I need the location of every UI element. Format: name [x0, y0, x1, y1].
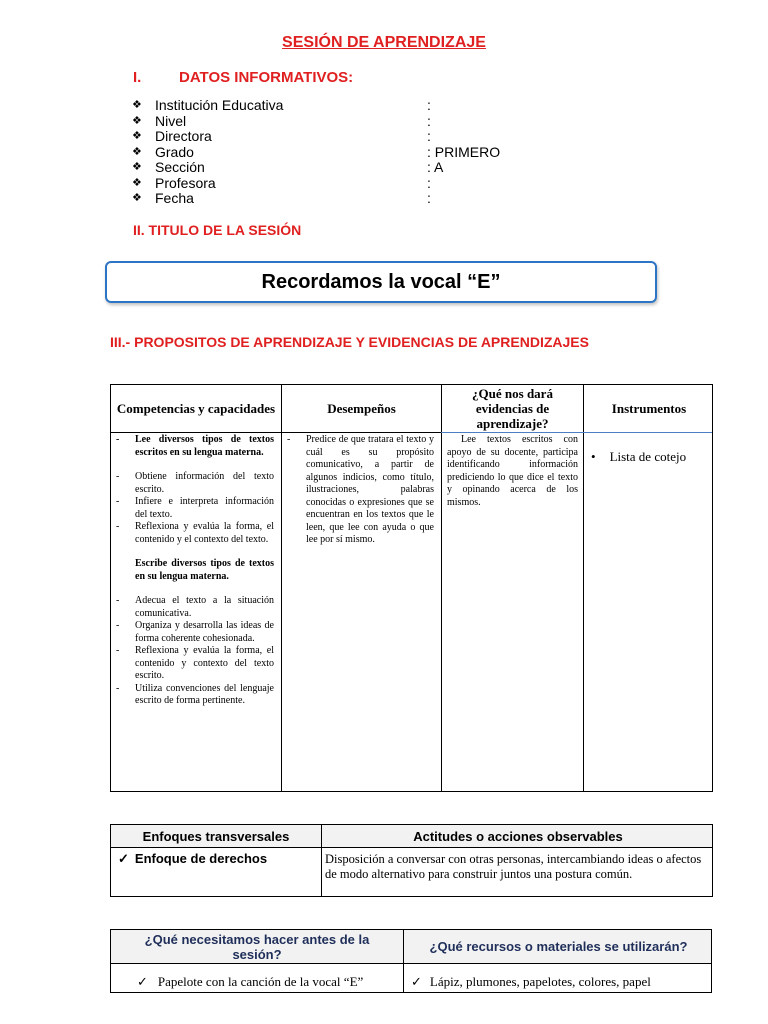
header-instrumentos: Instrumentos	[611, 401, 687, 416]
info-label: Sección	[155, 159, 205, 175]
info-value: :	[427, 128, 431, 144]
info-label: Profesora	[155, 174, 216, 191]
header-actitudes: Actitudes o acciones observables	[413, 828, 623, 844]
recursos-item	[411, 974, 651, 990]
capacidad-item	[113, 645, 274, 683]
session-title-box	[105, 261, 657, 303]
propositos-table	[110, 384, 713, 792]
header-divider-accent	[441, 432, 712, 433]
dash-bullet: -	[116, 645, 120, 656]
document-title: SESIÓN DE APRENDIZAJE	[282, 34, 486, 51]
capacidad-item	[113, 496, 274, 521]
header-divider	[111, 432, 712, 433]
dash-bullet: -	[116, 471, 120, 482]
column-divider	[281, 385, 282, 791]
capacidad-text: Adecua el texto a la situación comunicativa.	[135, 595, 274, 619]
capacidad-text: Infiere e interpreta información del texto.	[135, 496, 274, 520]
diamond-bullet-icon: ❖	[132, 130, 142, 142]
header-antes: ¿Qué necesitamos hacer antes de la sesión?	[144, 931, 370, 962]
info-value: : PRIMERO	[427, 143, 501, 160]
antes-item	[137, 974, 363, 990]
capacidad-item	[113, 471, 274, 496]
dash-bullet: -	[116, 595, 120, 606]
dash-bullet: -	[116, 682, 120, 694]
capacidad-text: Obtiene información del texto escrito.	[135, 471, 274, 495]
instrumento-text: Lista de cotejo	[609, 449, 687, 464]
enfoques-table	[110, 824, 713, 897]
enfoque-name	[118, 851, 267, 867]
column-divider	[441, 385, 442, 791]
competencias-cell	[113, 434, 274, 708]
capacidad-item	[113, 521, 274, 546]
section-number: I.	[133, 69, 142, 86]
spacer	[113, 583, 274, 595]
diamond-bullet-icon: ❖	[132, 161, 142, 173]
header-evidencias: ¿Qué nos dará evidencias de aprendizaje?	[472, 386, 553, 431]
competencia-escribe: Escribe diversos tipos de textos en su lengua materna.	[135, 558, 274, 582]
info-value: :	[427, 174, 431, 191]
dash-bullet: -	[116, 521, 120, 532]
info-label: Grado	[155, 143, 194, 160]
diamond-bullet-icon: ❖	[132, 176, 142, 189]
diamond-bullet-icon: ❖	[132, 192, 142, 204]
check-icon: ✓	[411, 974, 422, 989]
capacidad-item	[113, 595, 274, 620]
evidencias-cell: Lee textos escritos con apoyo de su docente, participa identificando información prediciendo lo que dice el texto y opinando acerca de los mismos.	[447, 434, 578, 508]
section-label: DATOS INFORMATIVOS:	[179, 69, 354, 86]
spacer	[113, 459, 274, 471]
header-enfoques: Enfoques transversales	[142, 828, 290, 844]
info-label: Nivel	[155, 112, 187, 129]
capacidad-text: Utiliza convenciones del lenguaje escrito de forma pertinente.	[135, 682, 274, 706]
bullet-icon: •	[591, 449, 596, 464]
info-label: Institución Educativa	[155, 97, 284, 113]
spacer	[113, 546, 274, 558]
recursos-text: Lápiz, plumones, papelotes, colores, papel	[429, 974, 651, 989]
section-heading-datos	[133, 69, 353, 86]
info-value: : A	[427, 159, 444, 175]
desempeno-text: Predice de que tratara el texto y cuál es su propósito comunicativo, a partir de algunos indicios, como título, ilustraciones, palabras conocidas o expresiones que se encuentran en los textos que le leen, que lee con ayuda o que lee por sí mismo.	[306, 434, 434, 545]
session-title: Recordamos la vocal “E”	[261, 270, 501, 293]
competencia-lee	[113, 434, 274, 459]
column-divider	[583, 385, 584, 791]
capacidad-item	[113, 620, 274, 645]
diamond-bullet-icon: ❖	[132, 99, 142, 111]
competencia-title: Lee diversos tipos de textos escritos en su lengua materna.	[135, 434, 274, 458]
enfoque-name-text: Enfoque de derechos	[134, 851, 268, 866]
desempenos-cell	[284, 434, 434, 547]
header-recursos: ¿Qué recursos o materiales se utilizarán?	[429, 939, 688, 954]
section-heading-propositos: III.- PROPOSITOS DE APRENDIZAJE Y EVIDENCIAS DE APRENDIZAJES	[110, 334, 589, 350]
preparacion-table	[110, 929, 712, 993]
section-heading-titulo: II. TITULO DE LA SESIÓN	[133, 222, 302, 238]
desempeno-item	[284, 434, 434, 547]
dash-bullet: -	[116, 434, 120, 445]
antes-text: Papelote con la canción de la vocal “E”	[157, 974, 364, 989]
check-icon: ✓	[118, 851, 129, 866]
dash-bullet: -	[116, 496, 120, 507]
header-competencias: Competencias y capacidades	[116, 401, 276, 416]
check-icon: ✓	[137, 974, 148, 989]
header-desempenos: Desempeños	[327, 401, 396, 416]
dash-bullet: -	[287, 434, 291, 445]
info-value: :	[427, 190, 431, 206]
capacidad-text: Organiza y desarrolla las ideas de forma coherente cohesionada.	[135, 620, 274, 644]
instrumentos-cell	[591, 449, 686, 465]
info-label: Fecha	[155, 190, 194, 206]
info-label: Directora	[155, 128, 212, 144]
diamond-bullet-icon: ❖	[132, 114, 142, 127]
info-value: :	[427, 112, 431, 129]
diamond-bullet-icon: ❖	[132, 145, 142, 158]
enfoque-description: Disposición a conversar con otras personas, intercambiando ideas o afectos de modo alternativo para construir juntos una postura común.	[325, 852, 702, 881]
capacidad-item	[113, 683, 274, 708]
capacidad-text: Reflexiona y evalúa la forma, el contenido y el contexto del texto.	[135, 521, 274, 545]
info-value: :	[427, 97, 431, 113]
dash-bullet: -	[116, 620, 120, 631]
capacidad-text: Reflexiona y evalúa la forma, el contenido y contexto del texto escrito.	[135, 645, 274, 681]
